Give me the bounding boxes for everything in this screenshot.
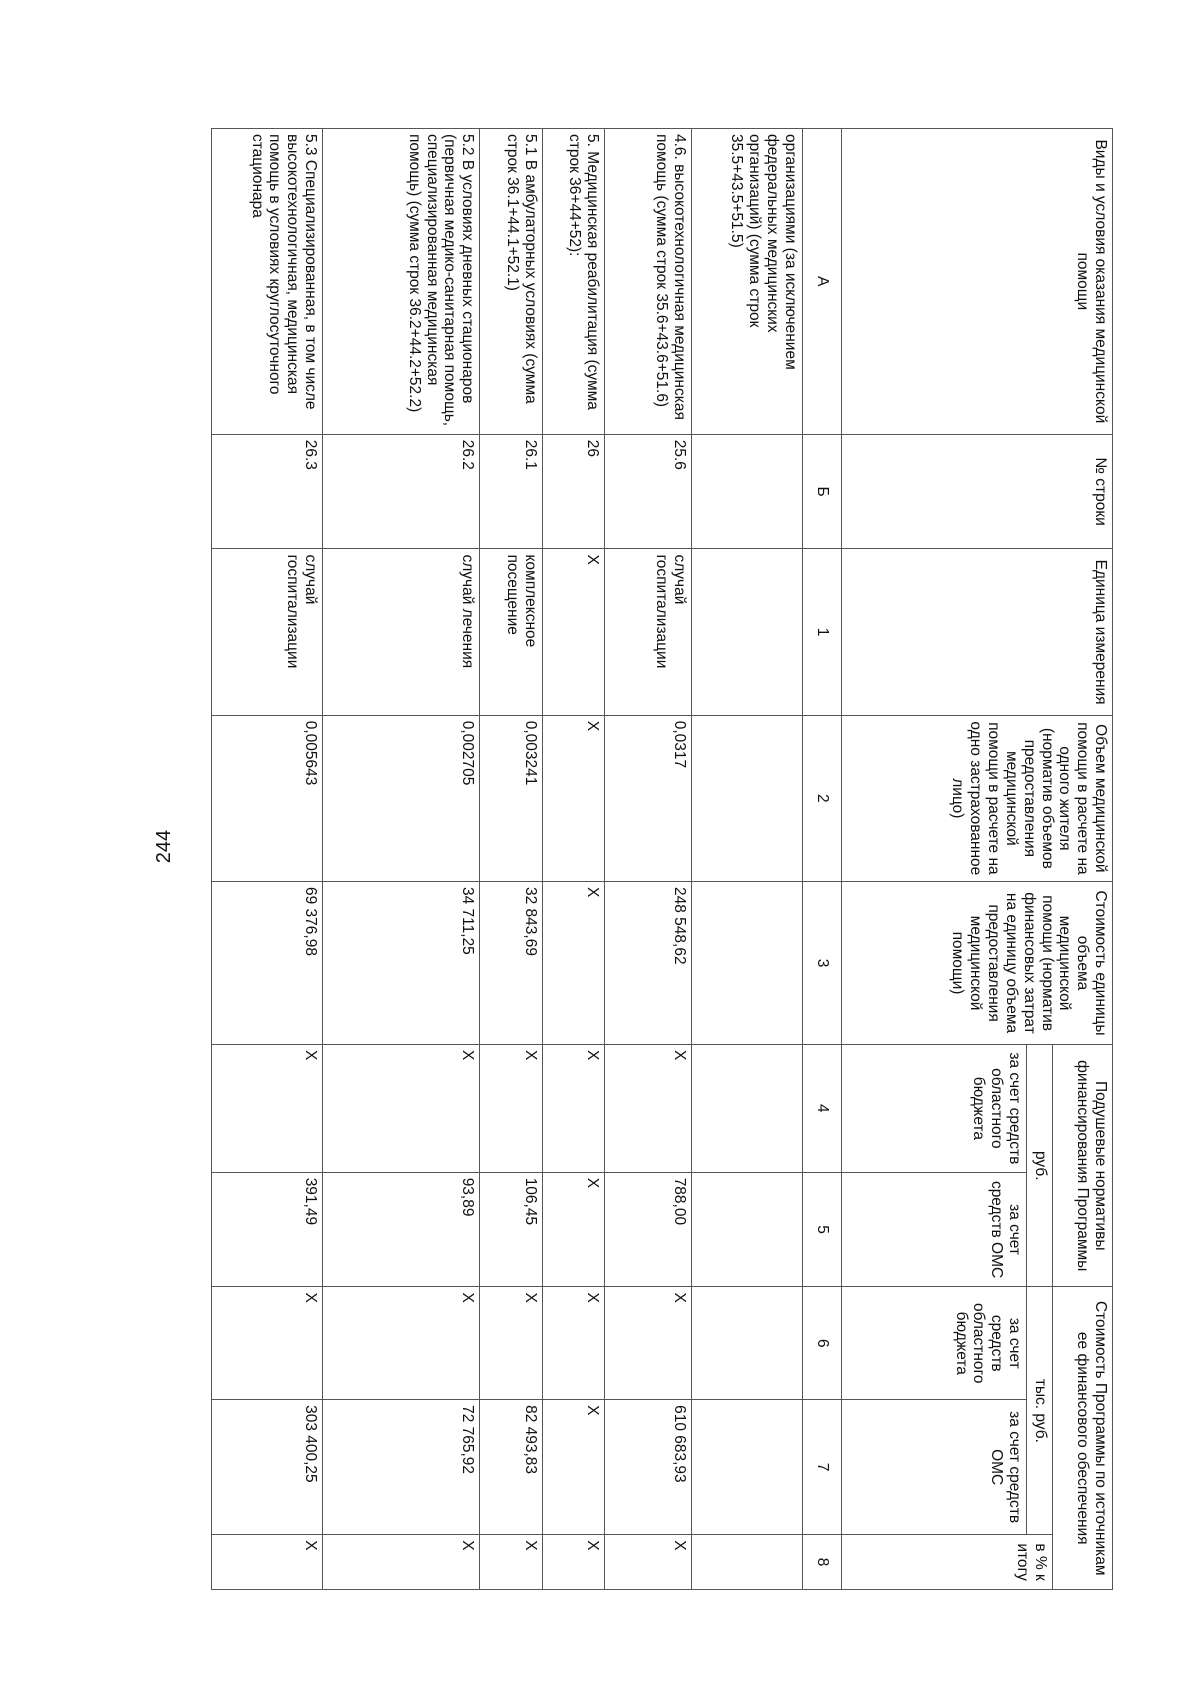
cell-b: 26.3 xyxy=(212,434,323,549)
cell-8: Х xyxy=(542,1535,604,1590)
cell-3: 34 711,25 xyxy=(323,882,480,1045)
cell-6 xyxy=(691,1287,802,1400)
cell-1: случай лечения xyxy=(323,549,480,715)
col-number: Б xyxy=(802,434,841,549)
page-number: 244 xyxy=(153,829,176,864)
header-col-4: за счет средств областного бюджета xyxy=(842,1045,1027,1173)
cell-4 xyxy=(691,1045,802,1173)
col-number: 2 xyxy=(802,715,841,881)
cell-b: 26.2 xyxy=(323,434,480,549)
cell-2: 0,005643 xyxy=(212,715,323,881)
cell-4: Х xyxy=(480,1045,542,1173)
cell-6: Х xyxy=(542,1287,604,1400)
cell-a: 5.1 В амбулаторных условиях (сумма строк 36.1+44.1+52.1) xyxy=(480,129,542,435)
cell-a: организациями (за исключением федеральных медицинских организаций) (сумма строк 35.5+43.5+51.5) xyxy=(691,129,802,435)
header-col-b: № строки xyxy=(842,434,1113,549)
col-number: 6 xyxy=(802,1287,841,1400)
cell-a: 5.3 Специализированная, в том числе высокотехнологичная, медицинская помощь в условиях круглосуточного стационара xyxy=(212,129,323,435)
table-row xyxy=(605,129,692,1590)
cell-3: 69 376,98 xyxy=(212,882,323,1045)
cell-b: 26 xyxy=(542,434,604,549)
col-number: 7 xyxy=(802,1400,841,1535)
header-col-6: за счет средств областного бюджета xyxy=(842,1287,1027,1400)
cell-3: 248 548,62 xyxy=(605,882,692,1045)
cell-b: 26.1 xyxy=(480,434,542,549)
table-row xyxy=(323,129,480,1590)
header-group-norm: Подушевые нормативы финансирования Программы xyxy=(1053,1045,1113,1287)
cell-1: Х xyxy=(542,549,604,715)
cell-2 xyxy=(691,715,802,881)
col-number: 8 xyxy=(802,1535,841,1590)
header-col-a: Виды и условия оказания медицинской помощи xyxy=(842,129,1113,435)
cell-7: Х xyxy=(542,1400,604,1535)
cell-a: 5.2 В условиях дневных стационаров (первичная медико-санитарная помощь, специализированная медицинская помощь) (сумма строк 36.2+44.2+52.2) xyxy=(323,129,480,435)
cell-6: Х xyxy=(323,1287,480,1400)
cell-b xyxy=(691,434,802,549)
cell-b: 25.6 xyxy=(605,434,692,549)
cell-7: 72 765,92 xyxy=(323,1400,480,1535)
cell-5 xyxy=(691,1172,802,1287)
cell-7: 610 683,93 xyxy=(605,1400,692,1535)
cell-7: 303 400,25 xyxy=(212,1400,323,1535)
cell-5: 391,49 xyxy=(212,1172,323,1287)
cell-3: 32 843,69 xyxy=(480,882,542,1045)
cell-7 xyxy=(691,1400,802,1535)
cell-6: Х xyxy=(480,1287,542,1400)
cell-2: 0,0317 xyxy=(605,715,692,881)
cell-3: Х xyxy=(542,882,604,1045)
cell-6: Х xyxy=(212,1287,323,1400)
cell-1 xyxy=(691,549,802,715)
header-unit-thousand: тыс. руб. xyxy=(1027,1287,1053,1535)
header-col-2: Объем медицинской помощи в расчете на одного жителя (норматив объемов предоставления медицинской помощи в расчете на одно застрахованное лицо) xyxy=(842,715,1113,881)
table-row xyxy=(542,129,604,1590)
table-row xyxy=(212,129,323,1590)
cell-1: комплексное посещение xyxy=(480,549,542,715)
table-row xyxy=(480,129,542,1590)
header-group-cost: Стоимость Программы по источникам ее финансового обеспечения xyxy=(1053,1287,1113,1590)
col-number: 5 xyxy=(802,1172,841,1287)
cell-8: Х xyxy=(480,1535,542,1590)
cell-7: 82 493,83 xyxy=(480,1400,542,1535)
cell-1: случай госпитализации xyxy=(605,549,692,715)
cell-8 xyxy=(691,1535,802,1590)
header-col-7: за счет средств ОМС xyxy=(842,1400,1027,1535)
cell-4: Х xyxy=(212,1045,323,1173)
cell-6: Х xyxy=(605,1287,692,1400)
cell-2: 0,003241 xyxy=(480,715,542,881)
header-col-3: Стоимость единицы объема медицинской помощи (норматив финансовых затрат на единицу объема предоставления медицинской помощи) xyxy=(842,882,1113,1045)
col-number: 4 xyxy=(802,1045,841,1173)
header-unit-rub: руб. xyxy=(1027,1045,1053,1287)
financing-table xyxy=(211,128,1113,1590)
header-col-8: в % к итогу xyxy=(842,1535,1053,1590)
cell-1: случай госпитализации xyxy=(212,549,323,715)
cell-8: Х xyxy=(323,1535,480,1590)
cell-2: 0,002705 xyxy=(323,715,480,881)
header-col-1: Единица измерения xyxy=(842,549,1113,715)
cell-a: 5. Медицинская реабилитация (сумма строк 36+44+52): xyxy=(542,129,604,435)
cell-2: Х xyxy=(542,715,604,881)
cell-a: 4.6. высокотехнологичная медицинская помощь (сумма строк 35.6+43.6+51.6) xyxy=(605,129,692,435)
cell-8: Х xyxy=(212,1535,323,1590)
cell-3 xyxy=(691,882,802,1045)
header-col-5: за счет средств ОМС xyxy=(842,1172,1027,1287)
cell-4: Х xyxy=(542,1045,604,1173)
cell-5: 788,00 xyxy=(605,1172,692,1287)
cell-8: Х xyxy=(605,1535,692,1590)
table-row xyxy=(691,129,802,1590)
cell-5: Х xyxy=(542,1172,604,1287)
document-sheet xyxy=(211,128,1113,1590)
col-number: 1 xyxy=(802,549,841,715)
cell-5: 106,45 xyxy=(480,1172,542,1287)
col-number: 3 xyxy=(802,882,841,1045)
cell-4: Х xyxy=(323,1045,480,1173)
cell-5: 93,89 xyxy=(323,1172,480,1287)
col-number: А xyxy=(802,129,841,435)
cell-4: Х xyxy=(605,1045,692,1173)
